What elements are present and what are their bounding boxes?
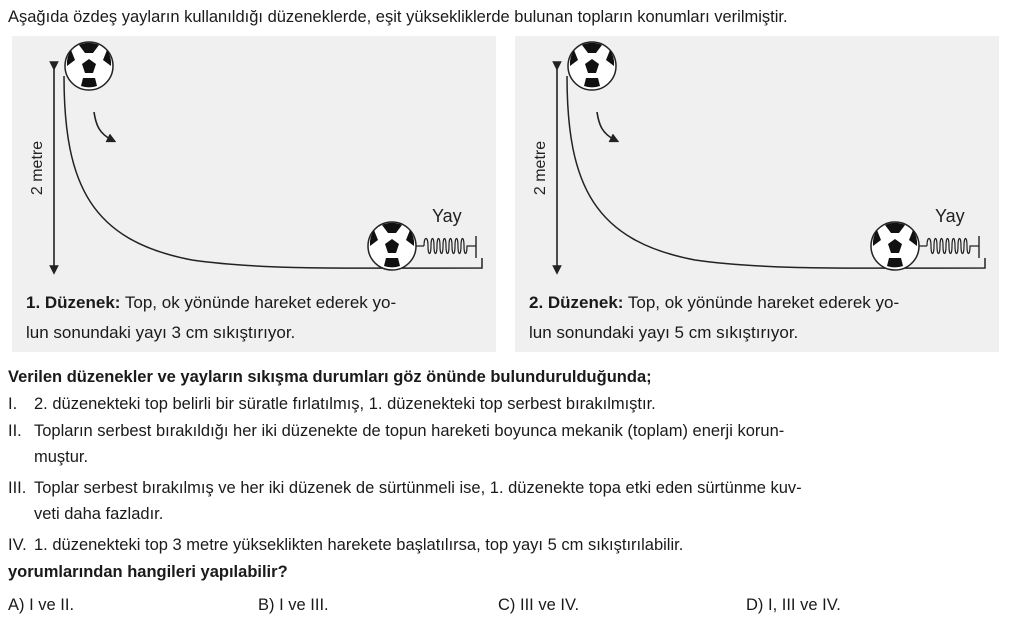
question-lead: Verilen düzenekler ve yayların sıkışma durumları göz önünde bulundurulduğunda; xyxy=(8,368,652,386)
statement-text: Topların serbest bırakıldığı her iki düzenekte de topun hareketi boyunca mekanik (toplam) enerji korun- xyxy=(34,422,785,440)
caption-line2: lun sonundaki yayı 5 cm sıkıştırıyor. xyxy=(529,323,799,342)
statement-text: Toplar serbest bırakılmış ve her iki düzenek de sürtünmeli ise, 1. düzenekte topa etki eden sürtünme kuv- xyxy=(34,479,802,497)
statement-number: IV. xyxy=(8,536,27,554)
option-text: I ve II. xyxy=(29,596,75,614)
ball-bottom-icon xyxy=(871,222,919,270)
caption-title: 1. Düzenek: xyxy=(26,293,121,312)
option-text: III ve IV. xyxy=(520,596,580,614)
track-curve xyxy=(567,76,985,268)
statement-text-cont: muştur. xyxy=(34,448,89,466)
option-a[interactable] xyxy=(8,596,74,615)
caption-title: 2. Düzenek: xyxy=(529,293,624,312)
statement-iii xyxy=(8,475,1004,527)
option-text: I ve III. xyxy=(279,596,329,614)
ball-top-icon xyxy=(568,42,616,90)
setup-diagram-2 xyxy=(515,36,999,286)
setup-caption-2 xyxy=(529,288,989,348)
question-end: yorumlarından hangileri yapılabilir? xyxy=(8,563,288,581)
option-d[interactable] xyxy=(746,596,841,615)
statement-number: II. xyxy=(8,422,22,440)
statement-number: I. xyxy=(8,395,18,413)
option-letter: A) xyxy=(8,596,25,614)
spring-label: Yay xyxy=(935,206,965,226)
statement-text: 1. düzenekteki top 3 metre yükseklikten harekete başlatılırsa, top yayı 5 cm sıkıştırılabilir. xyxy=(34,536,684,554)
motion-arrow xyxy=(94,112,112,140)
statement-number: III. xyxy=(8,479,27,497)
option-letter: D) xyxy=(746,596,764,614)
statement-i xyxy=(8,391,1004,417)
caption-line1: Top, ok yönünde hareket ederek yo- xyxy=(623,293,900,312)
spring-icon xyxy=(919,239,979,254)
option-c[interactable] xyxy=(498,596,579,615)
statement-ii xyxy=(8,418,1004,470)
height-label: 2 metre xyxy=(532,140,549,196)
setup-panel-2 xyxy=(515,36,999,352)
motion-arrow xyxy=(597,112,615,140)
intro-text: Aşağıda özdeş yayların kullanıldığı düzeneklerde, eşit yüksekliklerde bulunan topların konumları verilmiştir. xyxy=(8,8,788,26)
option-b[interactable] xyxy=(258,596,329,615)
track-curve xyxy=(64,76,482,268)
statement-text: 2. düzenekteki top belirli bir süratle fırlatılmış, 1. düzenekteki top serbest bırakılmıştır. xyxy=(34,395,656,413)
option-letter: C) xyxy=(498,596,516,614)
ball-top-icon xyxy=(65,42,113,90)
statement-text-cont: veti daha fazladır. xyxy=(34,505,164,523)
setup-panel-1 xyxy=(12,36,496,352)
statement-iv xyxy=(8,532,1004,558)
height-label: 2 metre xyxy=(29,140,46,196)
option-text: I, III ve IV. xyxy=(768,596,841,614)
setup-diagram-1 xyxy=(12,36,496,286)
setup-caption-1 xyxy=(26,288,486,348)
caption-line1: Top, ok yönünde hareket ederek yo- xyxy=(120,293,397,312)
option-letter: B) xyxy=(258,596,275,614)
caption-line2: lun sonundaki yayı 3 cm sıkıştırıyor. xyxy=(26,323,296,342)
spring-icon xyxy=(416,239,476,254)
ball-bottom-icon xyxy=(368,222,416,270)
spring-label: Yay xyxy=(432,206,462,226)
